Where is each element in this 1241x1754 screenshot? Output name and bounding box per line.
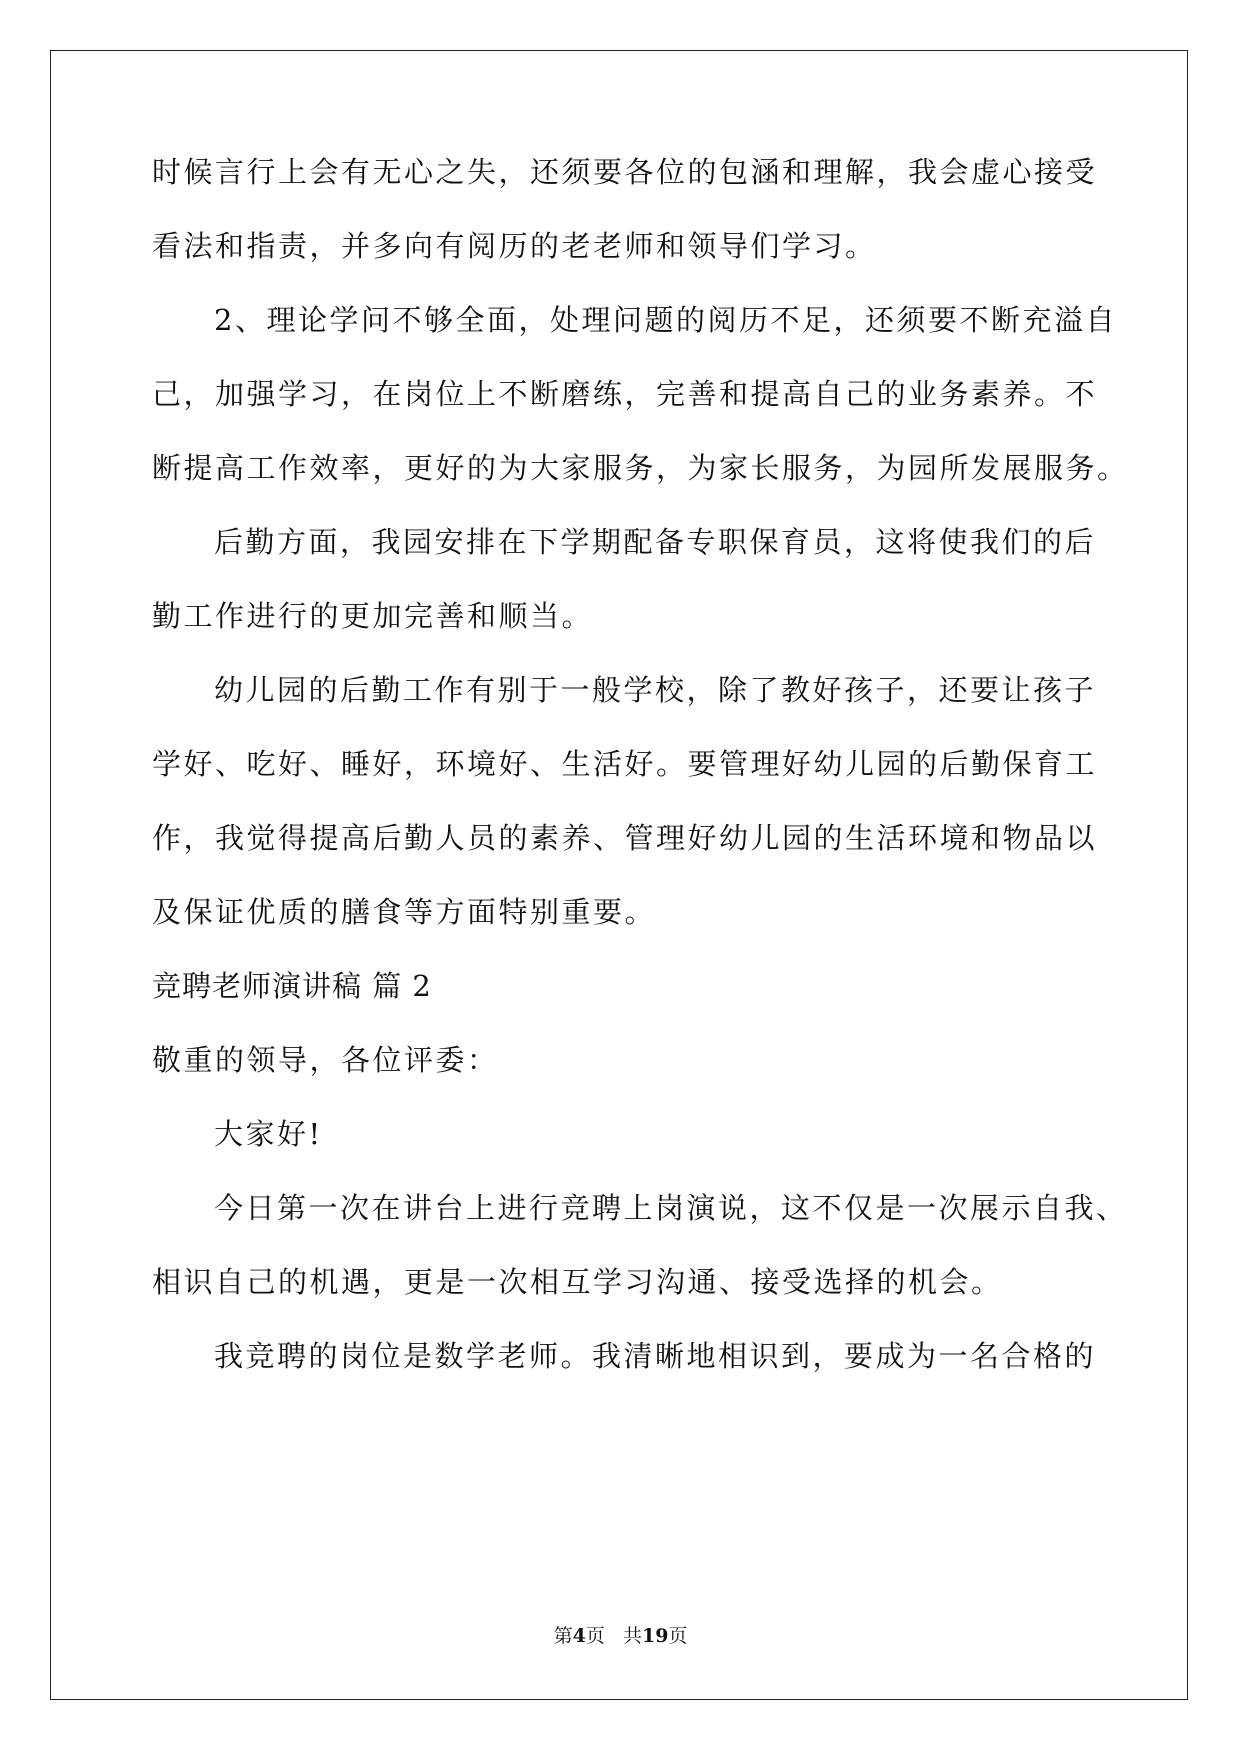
- body-line: 作，我觉得提高后勤人员的素养、管理好幼儿园的生活环境和物品以: [152, 821, 1098, 855]
- body-line: 断提高工作效率，更好的为大家服务，为家长服务，为园所发展服务。: [152, 451, 1129, 485]
- body-line: 幼儿园的后勤工作有别于一般学校，除了教好孩子，还要让孩子: [214, 673, 1097, 707]
- body-line: 及保证优质的膳食等方面特别重要。: [152, 895, 657, 929]
- body-line: 我竞聘的岗位是数学老师。我清晰地相识到，要成为一名合格的: [214, 1339, 1097, 1373]
- total-pages: 19: [641, 1625, 669, 1647]
- page-border: [50, 50, 1188, 1700]
- body-line: 2、理论学问不够全面，处理问题的阅历不足，还须要不断充溢自: [214, 303, 1117, 337]
- body-line: 相识自己的机遇，更是一次相互学习沟通、接受选择的机会。: [152, 1265, 1003, 1299]
- greeting: 大家好!: [214, 1117, 323, 1151]
- salutation: 敬重的领导，各位评委：: [152, 1043, 499, 1077]
- total-prefix: 共: [622, 1625, 642, 1647]
- section-heading: 竞聘老师演讲稿 篇 2: [152, 969, 432, 1003]
- total-suffix: 页: [668, 1625, 688, 1647]
- page-footer: [0, 1624, 1241, 1648]
- body-line: 看法和指责，并多向有阅历的老老师和领导们学习。: [152, 229, 877, 263]
- body-line: 学好、吃好、睡好，环境好、生活好。要管理好幼儿园的后勤保育工: [152, 747, 1098, 781]
- body-line: 时候言行上会有无心之失，还须要各位的包涵和理解，我会虚心接受: [152, 155, 1098, 189]
- body-line: 今日第一次在讲台上进行竞聘上岗演说，这不仅是一次展示自我、: [214, 1191, 1128, 1225]
- page-prefix: 第: [553, 1625, 573, 1647]
- page-number: 4: [572, 1625, 586, 1647]
- page-suffix: 页: [585, 1625, 605, 1647]
- body-line: 勤工作进行的更加完善和顺当。: [152, 599, 594, 633]
- body-line: 后勤方面，我园安排在下学期配备专职保育员，这将使我们的后: [214, 525, 1097, 559]
- body-line: 己，加强学习，在岗位上不断磨练，完善和提高自己的业务素养。不: [152, 377, 1098, 411]
